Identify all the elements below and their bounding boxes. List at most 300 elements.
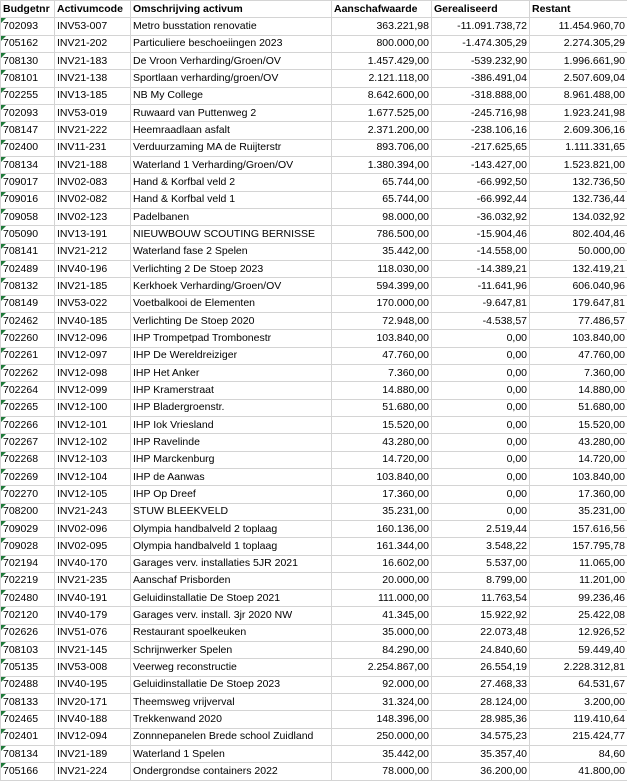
cell-gerealiseerd[interactable]: -238.106,16 bbox=[432, 122, 530, 139]
cell-activumcode[interactable]: INV53-019 bbox=[55, 104, 131, 121]
cell-restant[interactable]: 11.201,00 bbox=[530, 572, 627, 589]
table-row bbox=[1, 295, 627, 312]
cell-aanschafwaarde[interactable]: 103.840,00 bbox=[332, 330, 432, 347]
cell-budgetnr[interactable]: 702267 bbox=[1, 434, 55, 451]
cell-activumcode[interactable]: INV40-188 bbox=[55, 711, 131, 728]
header-omschrijving[interactable]: Omschrijving activum bbox=[131, 1, 332, 18]
table-row bbox=[1, 555, 627, 572]
cell-restant[interactable]: 59.449,40 bbox=[530, 642, 627, 659]
cell-omschrijving[interactable]: De Vroon Verharding/Groen/OV bbox=[131, 52, 332, 69]
cell-restant[interactable]: 12.926,52 bbox=[530, 624, 627, 641]
cell-activumcode[interactable]: INV13-191 bbox=[55, 226, 131, 243]
cell-budgetnr[interactable]: 702262 bbox=[1, 364, 55, 381]
table-row bbox=[1, 590, 627, 607]
cell-restant[interactable]: 14.880,00 bbox=[530, 382, 627, 399]
table-row bbox=[1, 208, 627, 225]
cell-restant[interactable]: 84,60 bbox=[530, 746, 627, 763]
table-row bbox=[1, 330, 627, 347]
cell-gerealiseerd[interactable]: 15.922,92 bbox=[432, 607, 530, 624]
cell-omschrijving[interactable]: Garages verv. install. 3jr 2020 NW bbox=[131, 607, 332, 624]
cell-aanschafwaarde[interactable]: 78.000,00 bbox=[332, 763, 432, 780]
cell-restant[interactable]: 51.680,00 bbox=[530, 399, 627, 416]
cell-activumcode[interactable]: INV12-104 bbox=[55, 468, 131, 485]
cell-budgetnr[interactable]: 708130 bbox=[1, 52, 55, 69]
table-row bbox=[1, 399, 627, 416]
cell-activumcode[interactable]: INV12-102 bbox=[55, 434, 131, 451]
cell-budgetnr[interactable]: 702093 bbox=[1, 18, 55, 35]
cell-restant[interactable]: 157.616,56 bbox=[530, 520, 627, 537]
cell-budgetnr[interactable]: 702462 bbox=[1, 312, 55, 329]
cell-omschrijving[interactable]: IHP Ravelinde bbox=[131, 434, 332, 451]
cell-activumcode[interactable]: INV21-188 bbox=[55, 156, 131, 173]
table-row bbox=[1, 70, 627, 87]
cell-gerealiseerd[interactable]: -14.389,21 bbox=[432, 260, 530, 277]
cell-aanschafwaarde[interactable]: 17.360,00 bbox=[332, 486, 432, 503]
table-row bbox=[1, 174, 627, 191]
cell-omschrijving[interactable]: Kerkhoek Verharding/Groen/OV bbox=[131, 278, 332, 295]
cell-activumcode[interactable]: INV21-189 bbox=[55, 746, 131, 763]
cell-aanschafwaarde[interactable]: 35.442,00 bbox=[332, 746, 432, 763]
table-row bbox=[1, 35, 627, 52]
header-gerealiseerd[interactable]: Gerealiseerd bbox=[432, 1, 530, 18]
cell-activumcode[interactable]: INV21-243 bbox=[55, 503, 131, 520]
cell-aanschafwaarde[interactable]: 14.880,00 bbox=[332, 382, 432, 399]
cell-restant[interactable]: 11.454.960,70 bbox=[530, 18, 627, 35]
cell-gerealiseerd[interactable]: 0,00 bbox=[432, 503, 530, 520]
cell-aanschafwaarde[interactable]: 161.344,00 bbox=[332, 538, 432, 555]
cell-budgetnr[interactable]: 702265 bbox=[1, 399, 55, 416]
cell-budgetnr[interactable]: 702260 bbox=[1, 330, 55, 347]
cell-omschrijving[interactable]: Restaurant spoelkeuken bbox=[131, 624, 332, 641]
cell-aanschafwaarde[interactable]: 250.000,00 bbox=[332, 728, 432, 745]
cell-budgetnr[interactable]: 702219 bbox=[1, 572, 55, 589]
cell-omschrijving[interactable]: NIEUWBOUW SCOUTING BERNISSE bbox=[131, 226, 332, 243]
cell-aanschafwaarde[interactable]: 118.030,00 bbox=[332, 260, 432, 277]
cell-gerealiseerd[interactable]: -318.888,00 bbox=[432, 87, 530, 104]
cell-aanschafwaarde[interactable]: 65.744,00 bbox=[332, 191, 432, 208]
cell-activumcode[interactable]: INV12-094 bbox=[55, 728, 131, 745]
cell-activumcode[interactable]: INV21-183 bbox=[55, 52, 131, 69]
table-row bbox=[1, 382, 627, 399]
cell-restant[interactable]: 1.523.821,00 bbox=[530, 156, 627, 173]
cell-budgetnr[interactable]: 702268 bbox=[1, 451, 55, 468]
cell-gerealiseerd[interactable]: 0,00 bbox=[432, 399, 530, 416]
cell-restant[interactable]: 64.531,67 bbox=[530, 676, 627, 693]
cell-activumcode[interactable]: INV02-082 bbox=[55, 191, 131, 208]
cell-omschrijving[interactable]: Particuliere beschoeiingen 2023 bbox=[131, 35, 332, 52]
cell-restant[interactable]: 14.720,00 bbox=[530, 451, 627, 468]
cell-aanschafwaarde[interactable]: 14.720,00 bbox=[332, 451, 432, 468]
cell-omschrijving[interactable]: Garages verv. installaties 5JR 2021 bbox=[131, 555, 332, 572]
table-row bbox=[1, 260, 627, 277]
table-row bbox=[1, 538, 627, 555]
cell-aanschafwaarde[interactable]: 148.396,00 bbox=[332, 711, 432, 728]
cell-gerealiseerd[interactable]: 0,00 bbox=[432, 330, 530, 347]
cell-restant[interactable]: 15.520,00 bbox=[530, 416, 627, 433]
cell-omschrijving[interactable]: Veerweg reconstructie bbox=[131, 659, 332, 676]
cell-activumcode[interactable]: INV12-096 bbox=[55, 330, 131, 347]
cell-gerealiseerd[interactable]: -66.992,44 bbox=[432, 191, 530, 208]
cell-budgetnr[interactable]: 705166 bbox=[1, 763, 55, 780]
cell-gerealiseerd[interactable]: 35.357,40 bbox=[432, 746, 530, 763]
cell-activumcode[interactable]: INV02-083 bbox=[55, 174, 131, 191]
cell-budgetnr[interactable]: 702120 bbox=[1, 607, 55, 624]
table-row bbox=[1, 451, 627, 468]
cell-restant[interactable]: 1.111.331,65 bbox=[530, 139, 627, 156]
cell-gerealiseerd[interactable]: 3.548,22 bbox=[432, 538, 530, 555]
cell-activumcode[interactable]: INV21-212 bbox=[55, 243, 131, 260]
cell-restant[interactable]: 2.274.305,29 bbox=[530, 35, 627, 52]
cell-omschrijving[interactable]: Schrijnwerker Spelen bbox=[131, 642, 332, 659]
cell-restant[interactable]: 1.923.241,98 bbox=[530, 104, 627, 121]
cell-omschrijving[interactable]: NB My College bbox=[131, 87, 332, 104]
cell-omschrijving[interactable]: Trekkenwand 2020 bbox=[131, 711, 332, 728]
table-row bbox=[1, 676, 627, 693]
cell-omschrijving[interactable]: Waterland fase 2 Spelen bbox=[131, 243, 332, 260]
cell-restant[interactable]: 25.422,08 bbox=[530, 607, 627, 624]
cell-omschrijving[interactable]: IHP Op Dreef bbox=[131, 486, 332, 503]
cell-aanschafwaarde[interactable]: 1.457.429,00 bbox=[332, 52, 432, 69]
cell-budgetnr[interactable]: 709029 bbox=[1, 520, 55, 537]
cell-restant[interactable]: 1.996.661,90 bbox=[530, 52, 627, 69]
cell-omschrijving[interactable]: STUW BLEEKVELD bbox=[131, 503, 332, 520]
cell-aanschafwaarde[interactable]: 363.221,98 bbox=[332, 18, 432, 35]
cell-gerealiseerd[interactable]: -386.491,04 bbox=[432, 70, 530, 87]
cell-aanschafwaarde[interactable]: 2.254.867,00 bbox=[332, 659, 432, 676]
cell-gerealiseerd[interactable]: -11.641,96 bbox=[432, 278, 530, 295]
cell-gerealiseerd[interactable]: 28.124,00 bbox=[432, 694, 530, 711]
table-row bbox=[1, 624, 627, 641]
cell-restant[interactable]: 157.795,78 bbox=[530, 538, 627, 555]
cell-activumcode[interactable]: INV40-191 bbox=[55, 590, 131, 607]
cell-activumcode[interactable]: INV12-100 bbox=[55, 399, 131, 416]
header-restant[interactable]: Restant bbox=[530, 1, 627, 18]
cell-aanschafwaarde[interactable]: 8.642.600,00 bbox=[332, 87, 432, 104]
cell-budgetnr[interactable]: 708101 bbox=[1, 70, 55, 87]
cell-activumcode[interactable]: INV21-224 bbox=[55, 763, 131, 780]
cell-budgetnr[interactable]: 705090 bbox=[1, 226, 55, 243]
cell-activumcode[interactable]: INV40-195 bbox=[55, 676, 131, 693]
cell-omschrijving[interactable]: Zonnnepanelen Brede school Zuidland bbox=[131, 728, 332, 745]
cell-aanschafwaarde[interactable]: 170.000,00 bbox=[332, 295, 432, 312]
cell-activumcode[interactable]: INV21-185 bbox=[55, 278, 131, 295]
cell-restant[interactable]: 134.032,92 bbox=[530, 208, 627, 225]
cell-budgetnr[interactable]: 702480 bbox=[1, 590, 55, 607]
cell-activumcode[interactable]: INV53-022 bbox=[55, 295, 131, 312]
cell-omschrijving[interactable]: Aanschaf Prisborden bbox=[131, 572, 332, 589]
cell-restant[interactable]: 103.840,00 bbox=[530, 330, 627, 347]
cell-budgetnr[interactable]: 709058 bbox=[1, 208, 55, 225]
cell-aanschafwaarde[interactable]: 16.602,00 bbox=[332, 555, 432, 572]
cell-omschrijving[interactable]: IHP Marckenburg bbox=[131, 451, 332, 468]
cell-restant[interactable]: 17.360,00 bbox=[530, 486, 627, 503]
cell-restant[interactable]: 99.236,46 bbox=[530, 590, 627, 607]
cell-budgetnr[interactable]: 702093 bbox=[1, 104, 55, 121]
cell-omschrijving[interactable]: Theemsweg vrijverval bbox=[131, 694, 332, 711]
cell-gerealiseerd[interactable]: -9.647,81 bbox=[432, 295, 530, 312]
cell-gerealiseerd[interactable]: 0,00 bbox=[432, 468, 530, 485]
cell-activumcode[interactable]: INV12-101 bbox=[55, 416, 131, 433]
cell-budgetnr[interactable]: 702270 bbox=[1, 486, 55, 503]
cell-gerealiseerd[interactable]: 24.840,60 bbox=[432, 642, 530, 659]
cell-gerealiseerd[interactable]: 5.537,00 bbox=[432, 555, 530, 572]
cell-activumcode[interactable]: INV21-202 bbox=[55, 35, 131, 52]
cell-aanschafwaarde[interactable]: 65.744,00 bbox=[332, 174, 432, 191]
cell-omschrijving[interactable]: Verlichting De Stoep 2020 bbox=[131, 312, 332, 329]
cell-budgetnr[interactable]: 702194 bbox=[1, 555, 55, 572]
header-budgetnr[interactable]: Budgetnr bbox=[1, 1, 55, 18]
cell-gerealiseerd[interactable]: 8.799,00 bbox=[432, 572, 530, 589]
cell-gerealiseerd[interactable]: 34.575,23 bbox=[432, 728, 530, 745]
cell-aanschafwaarde[interactable]: 98.000,00 bbox=[332, 208, 432, 225]
table-row bbox=[1, 139, 627, 156]
cell-gerealiseerd[interactable]: -539.232,90 bbox=[432, 52, 530, 69]
cell-gerealiseerd[interactable]: -4.538,57 bbox=[432, 312, 530, 329]
cell-omschrijving[interactable]: Olympia handbalveld 1 toplaag bbox=[131, 538, 332, 555]
cell-budgetnr[interactable]: 702264 bbox=[1, 382, 55, 399]
cell-aanschafwaarde[interactable]: 1.380.394,00 bbox=[332, 156, 432, 173]
cell-budgetnr[interactable]: 702266 bbox=[1, 416, 55, 433]
cell-budgetnr[interactable]: 709028 bbox=[1, 538, 55, 555]
cell-omschrijving[interactable]: Olympia handbalveld 2 toplaag bbox=[131, 520, 332, 537]
cell-gerealiseerd[interactable]: 2.519,44 bbox=[432, 520, 530, 537]
cell-aanschafwaarde[interactable]: 72.948,00 bbox=[332, 312, 432, 329]
cell-restant[interactable]: 7.360,00 bbox=[530, 364, 627, 381]
cell-activumcode[interactable]: INV21-145 bbox=[55, 642, 131, 659]
cell-activumcode[interactable]: INV12-099 bbox=[55, 382, 131, 399]
cell-gerealiseerd[interactable]: 27.468,33 bbox=[432, 676, 530, 693]
cell-budgetnr[interactable]: 709017 bbox=[1, 174, 55, 191]
cell-gerealiseerd[interactable]: -15.904,46 bbox=[432, 226, 530, 243]
cell-omschrijving[interactable]: Verlichting 2 De Stoep 2023 bbox=[131, 260, 332, 277]
cell-omschrijving[interactable]: Waterland 1 Verharding/Groen/OV bbox=[131, 156, 332, 173]
cell-activumcode[interactable]: INV53-008 bbox=[55, 659, 131, 676]
cell-aanschafwaarde[interactable]: 2.371.200,00 bbox=[332, 122, 432, 139]
cell-omschrijving[interactable]: Geluidinstallatie De Stoep 2021 bbox=[131, 590, 332, 607]
cell-activumcode[interactable]: INV02-096 bbox=[55, 520, 131, 537]
cell-aanschafwaarde[interactable]: 7.360,00 bbox=[332, 364, 432, 381]
table-row bbox=[1, 434, 627, 451]
cell-budgetnr[interactable]: 702255 bbox=[1, 87, 55, 104]
cell-aanschafwaarde[interactable]: 893.706,00 bbox=[332, 139, 432, 156]
cell-omschrijving[interactable]: Heemraadlaan asfalt bbox=[131, 122, 332, 139]
header-row bbox=[1, 1, 627, 18]
cell-restant[interactable]: 606.040,96 bbox=[530, 278, 627, 295]
cell-restant[interactable]: 2.609.306,16 bbox=[530, 122, 627, 139]
cell-gerealiseerd[interactable]: 0,00 bbox=[432, 434, 530, 451]
cell-restant[interactable]: 47.760,00 bbox=[530, 347, 627, 364]
cell-omschrijving[interactable]: Geluidinstallatie De Stoep 2023 bbox=[131, 676, 332, 693]
cell-activumcode[interactable]: INV12-103 bbox=[55, 451, 131, 468]
cell-aanschafwaarde[interactable]: 594.399,00 bbox=[332, 278, 432, 295]
cell-gerealiseerd[interactable]: 22.073,48 bbox=[432, 624, 530, 641]
cell-restant[interactable]: 103.840,00 bbox=[530, 468, 627, 485]
cell-gerealiseerd[interactable]: -143.427,00 bbox=[432, 156, 530, 173]
cell-omschrijving[interactable]: IHP Kramerstraat bbox=[131, 382, 332, 399]
table-row bbox=[1, 278, 627, 295]
cell-aanschafwaarde[interactable]: 35.000,00 bbox=[332, 624, 432, 641]
cell-activumcode[interactable]: INV02-095 bbox=[55, 538, 131, 555]
header-aanschafwaarde[interactable]: Aanschafwaarde bbox=[332, 1, 432, 18]
cell-budgetnr[interactable]: 702261 bbox=[1, 347, 55, 364]
cell-aanschafwaarde[interactable]: 31.324,00 bbox=[332, 694, 432, 711]
cell-aanschafwaarde[interactable]: 47.760,00 bbox=[332, 347, 432, 364]
cell-budgetnr[interactable]: 708134 bbox=[1, 156, 55, 173]
cell-gerealiseerd[interactable]: 0,00 bbox=[432, 347, 530, 364]
cell-gerealiseerd[interactable]: 0,00 bbox=[432, 382, 530, 399]
cell-budgetnr[interactable]: 708132 bbox=[1, 278, 55, 295]
cell-activumcode[interactable]: INV40-179 bbox=[55, 607, 131, 624]
cell-budgetnr[interactable]: 709016 bbox=[1, 191, 55, 208]
cell-activumcode[interactable]: INV40-170 bbox=[55, 555, 131, 572]
cell-gerealiseerd[interactable]: 0,00 bbox=[432, 416, 530, 433]
cell-gerealiseerd[interactable]: 36.200,00 bbox=[432, 763, 530, 780]
cell-omschrijving[interactable]: IHP De Wereldreiziger bbox=[131, 347, 332, 364]
cell-omschrijving[interactable]: Ruwaard van Puttenweg 2 bbox=[131, 104, 332, 121]
cell-restant[interactable]: 3.200,00 bbox=[530, 694, 627, 711]
table-row bbox=[1, 659, 627, 676]
cell-budgetnr[interactable]: 702400 bbox=[1, 139, 55, 156]
cell-activumcode[interactable]: INV21-222 bbox=[55, 122, 131, 139]
cell-gerealiseerd[interactable]: -36.032,92 bbox=[432, 208, 530, 225]
cell-budgetnr[interactable]: 708147 bbox=[1, 122, 55, 139]
cell-omschrijving[interactable]: IHP Het Anker bbox=[131, 364, 332, 381]
cell-omschrijving[interactable]: Verduurzaming MA de Ruijterstr bbox=[131, 139, 332, 156]
cell-omschrijving[interactable]: IHP Bladergroenstr. bbox=[131, 399, 332, 416]
cell-omschrijving[interactable]: Voetbalkooi de Elementen bbox=[131, 295, 332, 312]
cell-restant[interactable]: 43.280,00 bbox=[530, 434, 627, 451]
cell-restant[interactable]: 50.000,00 bbox=[530, 243, 627, 260]
cell-aanschafwaarde[interactable]: 800.000,00 bbox=[332, 35, 432, 52]
cell-aanschafwaarde[interactable]: 41.345,00 bbox=[332, 607, 432, 624]
cell-omschrijving[interactable]: Hand & Korfbal veld 2 bbox=[131, 174, 332, 191]
cell-aanschafwaarde[interactable]: 51.680,00 bbox=[332, 399, 432, 416]
cell-aanschafwaarde[interactable]: 160.136,00 bbox=[332, 520, 432, 537]
cell-omschrijving[interactable]: Padelbanen bbox=[131, 208, 332, 225]
cell-budgetnr[interactable]: 702465 bbox=[1, 711, 55, 728]
cell-restant[interactable]: 132.419,21 bbox=[530, 260, 627, 277]
cell-activumcode[interactable]: INV40-196 bbox=[55, 260, 131, 277]
cell-budgetnr[interactable]: 708149 bbox=[1, 295, 55, 312]
table-row bbox=[1, 694, 627, 711]
cell-aanschafwaarde[interactable]: 15.520,00 bbox=[332, 416, 432, 433]
cell-activumcode[interactable]: INV02-123 bbox=[55, 208, 131, 225]
cell-activumcode[interactable]: INV51-076 bbox=[55, 624, 131, 641]
cell-budgetnr[interactable]: 705135 bbox=[1, 659, 55, 676]
cell-gerealiseerd[interactable]: 26.554,19 bbox=[432, 659, 530, 676]
table-row bbox=[1, 191, 627, 208]
cell-gerealiseerd[interactable]: 28.985,36 bbox=[432, 711, 530, 728]
cell-gerealiseerd[interactable]: -11.091.738,72 bbox=[432, 18, 530, 35]
cell-activumcode[interactable]: INV20-171 bbox=[55, 694, 131, 711]
cell-aanschafwaarde[interactable]: 1.677.525,00 bbox=[332, 104, 432, 121]
cell-budgetnr[interactable]: 708134 bbox=[1, 746, 55, 763]
cell-gerealiseerd[interactable]: -1.474.305,29 bbox=[432, 35, 530, 52]
cell-budgetnr[interactable]: 702269 bbox=[1, 468, 55, 485]
cell-restant[interactable]: 179.647,81 bbox=[530, 295, 627, 312]
cell-restant[interactable]: 77.486,57 bbox=[530, 312, 627, 329]
table-row bbox=[1, 156, 627, 173]
cell-omschrijving[interactable]: Sportlaan verharding/groen/OV bbox=[131, 70, 332, 87]
cell-activumcode[interactable]: INV13-185 bbox=[55, 87, 131, 104]
cell-omschrijving[interactable]: IHP Iok Vriesland bbox=[131, 416, 332, 433]
cell-restant[interactable]: 2.228.312,81 bbox=[530, 659, 627, 676]
table-row bbox=[1, 52, 627, 69]
header-activumcode[interactable]: Activumcode bbox=[55, 1, 131, 18]
cell-gerealiseerd[interactable]: -217.625,65 bbox=[432, 139, 530, 156]
cell-restant[interactable]: 215.424,77 bbox=[530, 728, 627, 745]
cell-budgetnr[interactable]: 708133 bbox=[1, 694, 55, 711]
cell-activumcode[interactable]: INV12-098 bbox=[55, 364, 131, 381]
table-row bbox=[1, 607, 627, 624]
cell-restant[interactable]: 2.507.609,04 bbox=[530, 70, 627, 87]
cell-budgetnr[interactable]: 702626 bbox=[1, 624, 55, 641]
cell-activumcode[interactable]: INV11-231 bbox=[55, 139, 131, 156]
cell-omschrijving[interactable]: Ondergrondse containers 2022 bbox=[131, 763, 332, 780]
cell-aanschafwaarde[interactable]: 35.442,00 bbox=[332, 243, 432, 260]
cell-budgetnr[interactable]: 708141 bbox=[1, 243, 55, 260]
cell-aanschafwaarde[interactable]: 92.000,00 bbox=[332, 676, 432, 693]
cell-gerealiseerd[interactable]: 0,00 bbox=[432, 364, 530, 381]
cell-gerealiseerd[interactable]: 0,00 bbox=[432, 486, 530, 503]
cell-omschrijving[interactable]: Waterland 1 Spelen bbox=[131, 746, 332, 763]
cell-restant[interactable]: 11.065,00 bbox=[530, 555, 627, 572]
cell-aanschafwaarde[interactable]: 43.280,00 bbox=[332, 434, 432, 451]
cell-restant[interactable]: 41.800,00 bbox=[530, 763, 627, 780]
cell-activumcode[interactable]: INV40-185 bbox=[55, 312, 131, 329]
cell-gerealiseerd[interactable]: -245.716,98 bbox=[432, 104, 530, 121]
cell-omschrijving[interactable]: IHP Trompetpad Trombonestr bbox=[131, 330, 332, 347]
cell-budgetnr[interactable]: 702488 bbox=[1, 676, 55, 693]
cell-gerealiseerd[interactable]: -66.992,50 bbox=[432, 174, 530, 191]
cell-budgetnr[interactable]: 708200 bbox=[1, 503, 55, 520]
cell-budgetnr[interactable]: 702489 bbox=[1, 260, 55, 277]
cell-restant[interactable]: 35.231,00 bbox=[530, 503, 627, 520]
cell-activumcode[interactable]: INV12-097 bbox=[55, 347, 131, 364]
table-row bbox=[1, 347, 627, 364]
table-row bbox=[1, 18, 627, 35]
cell-restant[interactable]: 132.736,44 bbox=[530, 191, 627, 208]
cell-omschrijving[interactable]: Hand & Korfbal veld 1 bbox=[131, 191, 332, 208]
cell-omschrijving[interactable]: Metro busstation renovatie bbox=[131, 18, 332, 35]
cell-restant[interactable]: 119.410,64 bbox=[530, 711, 627, 728]
cell-aanschafwaarde[interactable]: 84.290,00 bbox=[332, 642, 432, 659]
table-row bbox=[1, 416, 627, 433]
cell-gerealiseerd[interactable]: 0,00 bbox=[432, 451, 530, 468]
cell-aanschafwaarde[interactable]: 2.121.118,00 bbox=[332, 70, 432, 87]
cell-aanschafwaarde[interactable]: 786.500,00 bbox=[332, 226, 432, 243]
cell-restant[interactable]: 132.736,50 bbox=[530, 174, 627, 191]
table-row bbox=[1, 312, 627, 329]
cell-budgetnr[interactable]: 708103 bbox=[1, 642, 55, 659]
cell-omschrijving[interactable]: IHP de Aanwas bbox=[131, 468, 332, 485]
cell-aanschafwaarde[interactable]: 103.840,00 bbox=[332, 468, 432, 485]
cell-budgetnr[interactable]: 702401 bbox=[1, 728, 55, 745]
table-row bbox=[1, 572, 627, 589]
cell-restant[interactable]: 8.961.488,00 bbox=[530, 87, 627, 104]
cell-activumcode[interactable]: INV12-105 bbox=[55, 486, 131, 503]
cell-budgetnr[interactable]: 705162 bbox=[1, 35, 55, 52]
cell-activumcode[interactable]: INV53-007 bbox=[55, 18, 131, 35]
cell-restant[interactable]: 802.404,46 bbox=[530, 226, 627, 243]
cell-aanschafwaarde[interactable]: 20.000,00 bbox=[332, 572, 432, 589]
cell-aanschafwaarde[interactable]: 35.231,00 bbox=[332, 503, 432, 520]
cell-gerealiseerd[interactable]: 11.763,54 bbox=[432, 590, 530, 607]
cell-activumcode[interactable]: INV21-235 bbox=[55, 572, 131, 589]
cell-aanschafwaarde[interactable]: 111.000,00 bbox=[332, 590, 432, 607]
cell-activumcode[interactable]: INV21-138 bbox=[55, 70, 131, 87]
cell-gerealiseerd[interactable]: -14.558,00 bbox=[432, 243, 530, 260]
